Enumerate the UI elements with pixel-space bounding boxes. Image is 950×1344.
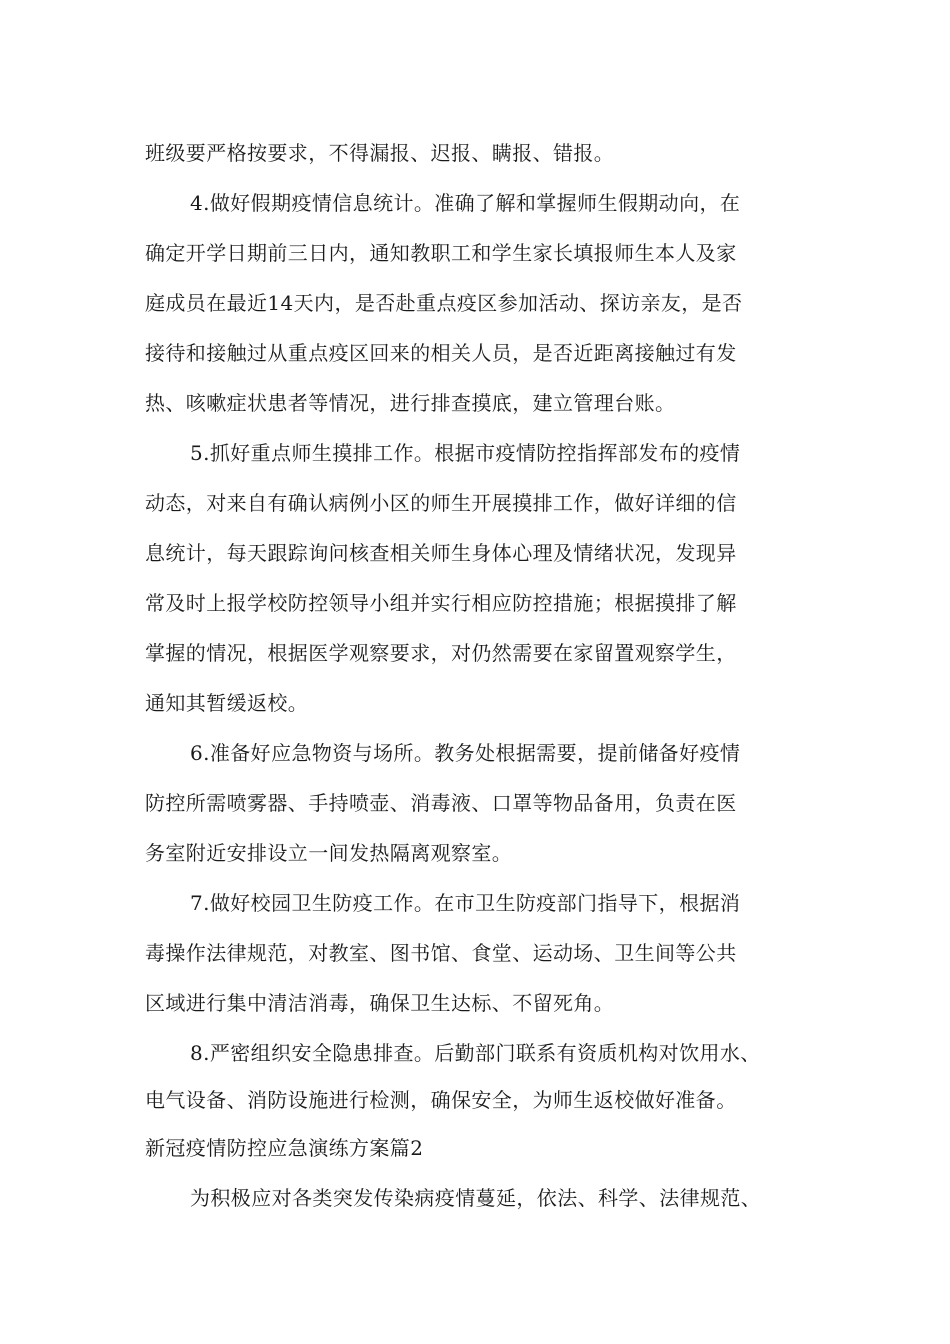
text-line: 通知其暂缓返校。 [145, 691, 309, 715]
section-heading: 新冠疫情防控应急演练方案篇2 [145, 1136, 424, 1160]
paragraph-intro-start: 为积极应对各类突发传染病疫情蔓延，依法、科学、法律规范、 [190, 1186, 762, 1210]
paragraph-8-start: 8.严密组织安全隐患排查。后勤部门联系有资质机构对饮用水、 [190, 1041, 761, 1065]
text-line: 防控所需喷雾器、手持喷壶、消毒液、口罩等物品备用，负责在医 [145, 791, 737, 815]
paragraph-7-start: 7.做好校园卫生防疫工作。在市卫生防疫部门指导下，根据消 [190, 891, 741, 915]
text-line: 掌握的情况，根据医学观察要求，对仍然需要在家留置观察学生， [145, 641, 737, 665]
text-line: 确定开学日期前三日内，通知教职工和学生家长填报师生本人及家 [145, 241, 737, 265]
text-line: 务室附近安排设立一间发热隔离观察室。 [145, 841, 513, 865]
text-line: 动态，对来自有确认病例小区的师生开展摸排工作，做好详细的信 [145, 491, 737, 515]
text-line: 接待和接触过从重点疫区回来的相关人员，是否近距离接触过有发 [145, 341, 737, 365]
text-line: 热、咳嗽症状患者等情况，进行排查摸底，建立管理台账。 [145, 391, 676, 415]
text-line: 电气设备、消防设施进行检测，确保安全，为师生返校做好准备。 [145, 1088, 737, 1112]
paragraph-5-start: 5.抓好重点师生摸排工作。根据市疫情防控指挥部发布的疫情 [190, 441, 741, 465]
paragraph-6-start: 6.准备好应急物资与场所。教务处根据需要，提前储备好疫情 [190, 741, 741, 765]
text-line: 息统计，每天跟踪询问核查相关师生身体心理及情绪状况，发现异 [145, 541, 737, 565]
text-line: 班级要严格按要求，不得漏报、迟报、瞒报、错报。 [145, 141, 615, 165]
text-line: 毒操作法律规范，对教室、图书馆、食堂、运动场、卫生间等公共 [145, 941, 737, 965]
text-line: 庭成员在最近14天内，是否赴重点疫区参加活动、探访亲友，是否 [145, 291, 743, 315]
text-line: 常及时上报学校防控领导小组并实行相应防控措施；根据摸排了解 [145, 591, 737, 615]
paragraph-4-start: 4.做好假期疫情信息统计。准确了解和掌握师生假期动向，在 [190, 191, 741, 215]
text-line: 区域进行集中清洁消毒，确保卫生达标、不留死角。 [145, 991, 615, 1015]
